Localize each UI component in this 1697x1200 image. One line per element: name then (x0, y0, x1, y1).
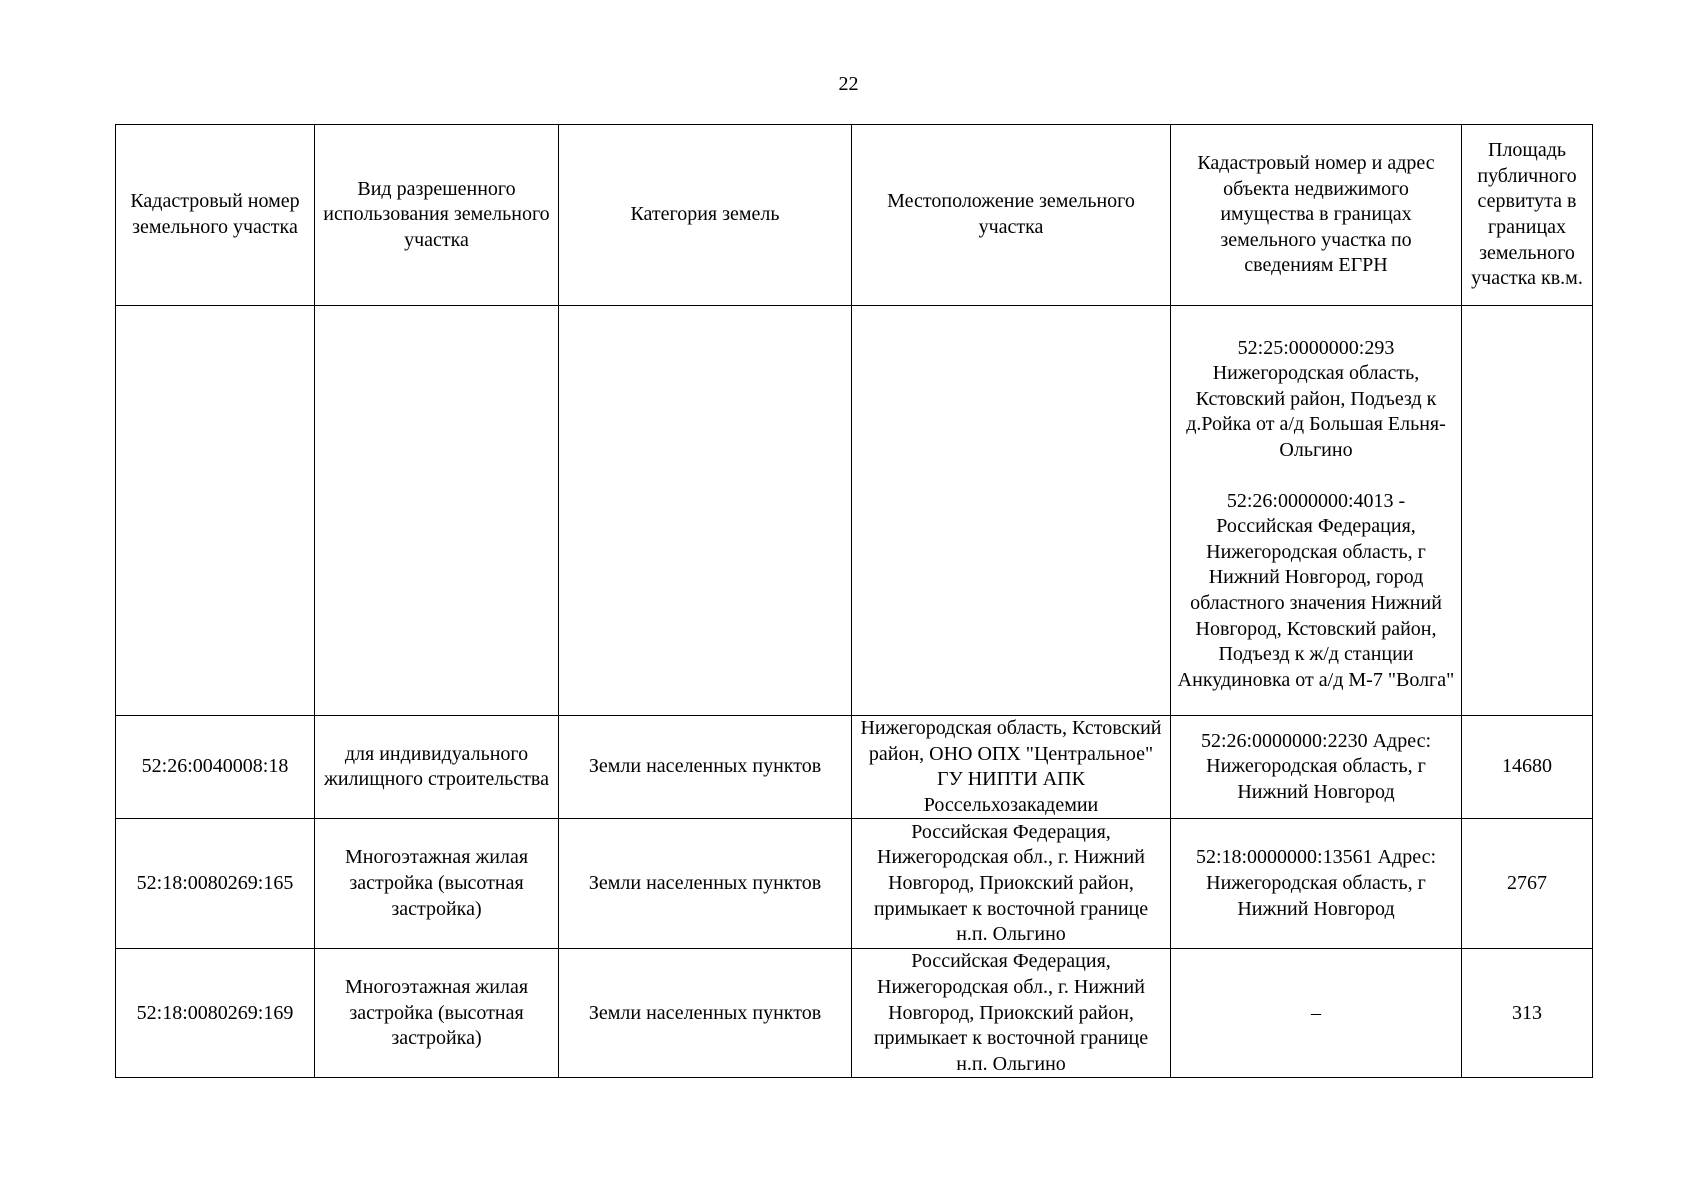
cadastral-number-cell: 52:18:0080269:169 (116, 949, 315, 1078)
header-permitted-use: Вид разрешенного использования земельного участка (315, 125, 559, 306)
header-location: Местоположение земельного участка (852, 125, 1171, 306)
location-cell: Российская Федерация, Нижегородская обл., г. Нижний Новгород, Приокский район, примыкает к восточной границе н.п. Ольгино (852, 949, 1171, 1078)
object-cell: 52:18:0000000:13561 Адрес: Нижегородская область, г Нижний Новгород (1171, 819, 1462, 949)
cadastral-number-cell: 52:18:0080269:165 (116, 819, 315, 949)
location-cell: Нижегородская область, Кстовский район, ОНО ОПХ "Центральное" ГУ НИПТИ АПК Россельхозакадемии (852, 716, 1171, 819)
permitted-use-cell: Многоэтажная жилая застройка (высотная застройка) (315, 819, 559, 949)
land-category-cell: Земли населенных пунктов (559, 819, 852, 949)
cadastral-number-cell: 52:26:0040008:18 (116, 716, 315, 819)
page-number: 22 (838, 73, 859, 95)
empty-cell (852, 306, 1171, 716)
table-header-row (116, 125, 1593, 306)
table-row (116, 716, 1593, 819)
object-cell-continuation (1171, 306, 1462, 716)
object-cell: – (1171, 949, 1462, 1078)
land-category-cell: Земли населенных пунктов (559, 949, 852, 1078)
location-cell: Российская Федерация, Нижегородская обл., г. Нижний Новгород, Приокский район, примыкает к восточной границе н.п. Ольгино (852, 819, 1171, 949)
table-row (116, 949, 1593, 1078)
area-cell: 313 (1462, 949, 1593, 1078)
table-row-continuation (116, 306, 1593, 716)
area-cell: 14680 (1462, 716, 1593, 819)
header-land-category: Категория земель (559, 125, 852, 306)
empty-cell (1462, 306, 1593, 716)
land-category-cell: Земли населенных пунктов (559, 716, 852, 819)
empty-cell (559, 306, 852, 716)
object-entry: 52:26:0000000:4013 - Российская Федерация, Нижегородская область, г Нижний Новгород, город областного значения Нижний Новгород, Кстовский район, Подъезд к ж/д станции Анкудиновка от а/д М-7 "Волга" (1177, 489, 1455, 691)
permitted-use-cell: Многоэтажная жилая застройка (высотная застройка) (315, 949, 559, 1078)
object-cell: 52:26:0000000:2230 Адрес: Нижегородская область, г Нижний Новгород (1171, 716, 1462, 819)
permitted-use-cell: для индивидуального жилищного строительства (315, 716, 559, 819)
object-entry: 52:25:0000000:293 Нижегородская область, Кстовский район, Подъезд к д.Ройка от а/д Большая Ельня-Ольгино (1186, 336, 1446, 462)
empty-cell (116, 306, 315, 716)
table-row (116, 819, 1593, 949)
header-object: Кадастровый номер и адрес объекта недвижимого имущества в границах земельного участка по сведениям ЕГРН (1171, 125, 1462, 306)
servitude-table (115, 124, 1593, 1078)
empty-cell (315, 306, 559, 716)
area-cell: 2767 (1462, 819, 1593, 949)
header-area: Площадь публичного сервитута в границах земельного участка кв.м. (1462, 125, 1593, 306)
header-cadastral-number: Кадастровый номер земельного участка (116, 125, 315, 306)
